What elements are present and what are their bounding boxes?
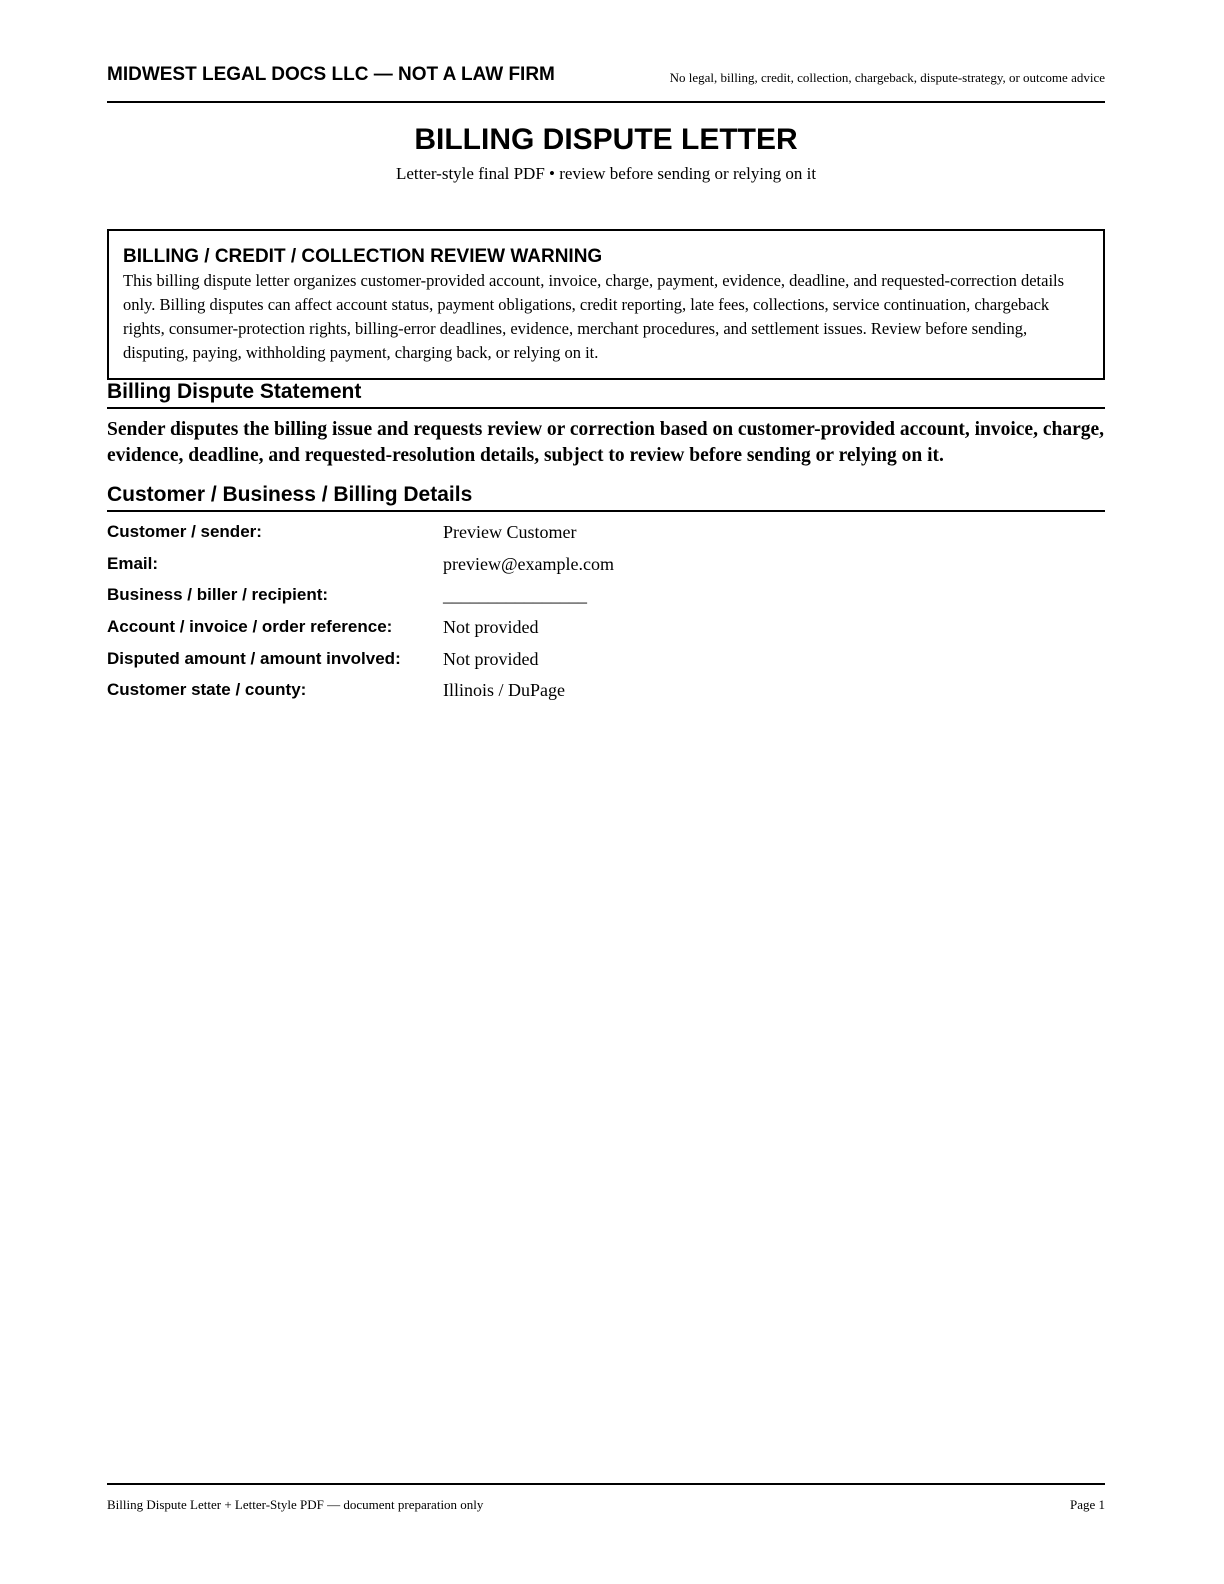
- detail-row-email: [107, 552, 1105, 584]
- dispute-statement: Sender disputes the billing issue and requests review or correction based on customer-provided account, invoice, charge, evidence, deadline, and requested-resolution details, subject to review before sending or relying on it.: [107, 419, 1105, 466]
- page-number: Page 1: [1069, 1497, 1105, 1512]
- warning-box: [107, 229, 1105, 380]
- detail-label: Email:: [107, 553, 159, 573]
- detail-row-reference: [107, 615, 1105, 647]
- detail-label: Business / biller / recipient:: [107, 585, 329, 605]
- page-header: [107, 62, 1105, 92]
- details-list: [107, 520, 1105, 710]
- detail-value: Not provided: [443, 648, 539, 669]
- detail-value-blank: ________________: [443, 585, 587, 606]
- company-name: MIDWEST LEGAL DOCS LLC — NOT A LAW FIRM: [107, 64, 555, 85]
- header-disclaimer: No legal, billing, credit, collection, chargeback, dispute-strategy, or outcome advice: [669, 70, 1105, 85]
- warning-title: BILLING / CREDIT / COLLECTION REVIEW WARNING: [123, 246, 603, 267]
- detail-row-customer: [107, 520, 1105, 552]
- detail-label: Disputed amount / amount involved:: [107, 648, 401, 668]
- detail-label: Customer / sender:: [107, 522, 262, 541]
- detail-row-amount: [107, 647, 1105, 679]
- detail-value: preview@example.com: [443, 553, 615, 574]
- detail-value: Not provided: [443, 617, 539, 638]
- detail-label: Account / invoice / order reference:: [107, 617, 393, 637]
- header-divider: [107, 101, 1105, 103]
- detail-value: Illinois / DuPage: [443, 680, 565, 701]
- detail-value: Preview Customer: [443, 522, 577, 542]
- warning-body: This billing dispute letter organizes customer-provided account, invoice, charge, payment, evidence, deadline, and requested-correction details only. Billing disputes can affect account status, payment obligations, credit reporting, late fees, collections, service continuation, chargeback rights, consumer-protection rights, billing-error deadlines, evidence, merchant procedures, and settlement issues. Review before sending, disputing, paying, withholding payment, charging back, or relying on it.: [123, 271, 1065, 362]
- footer-text: Billing Dispute Letter + Letter-Style PDF — document preparation only: [107, 1497, 484, 1512]
- detail-row-location: [107, 678, 1105, 710]
- document-title: BILLING DISPUTE LETTER: [414, 123, 798, 156]
- document-page: [107, 0, 1105, 1584]
- document-subtitle: Letter-style final PDF • review before sending or relying on it: [395, 164, 817, 183]
- details-heading: Customer / Business / Billing Details: [107, 482, 1105, 512]
- detail-row-business: [107, 583, 1105, 615]
- statement-heading: Billing Dispute Statement: [107, 379, 1105, 409]
- footer-divider: [107, 1483, 1105, 1485]
- detail-label: Customer state / county:: [107, 680, 307, 700]
